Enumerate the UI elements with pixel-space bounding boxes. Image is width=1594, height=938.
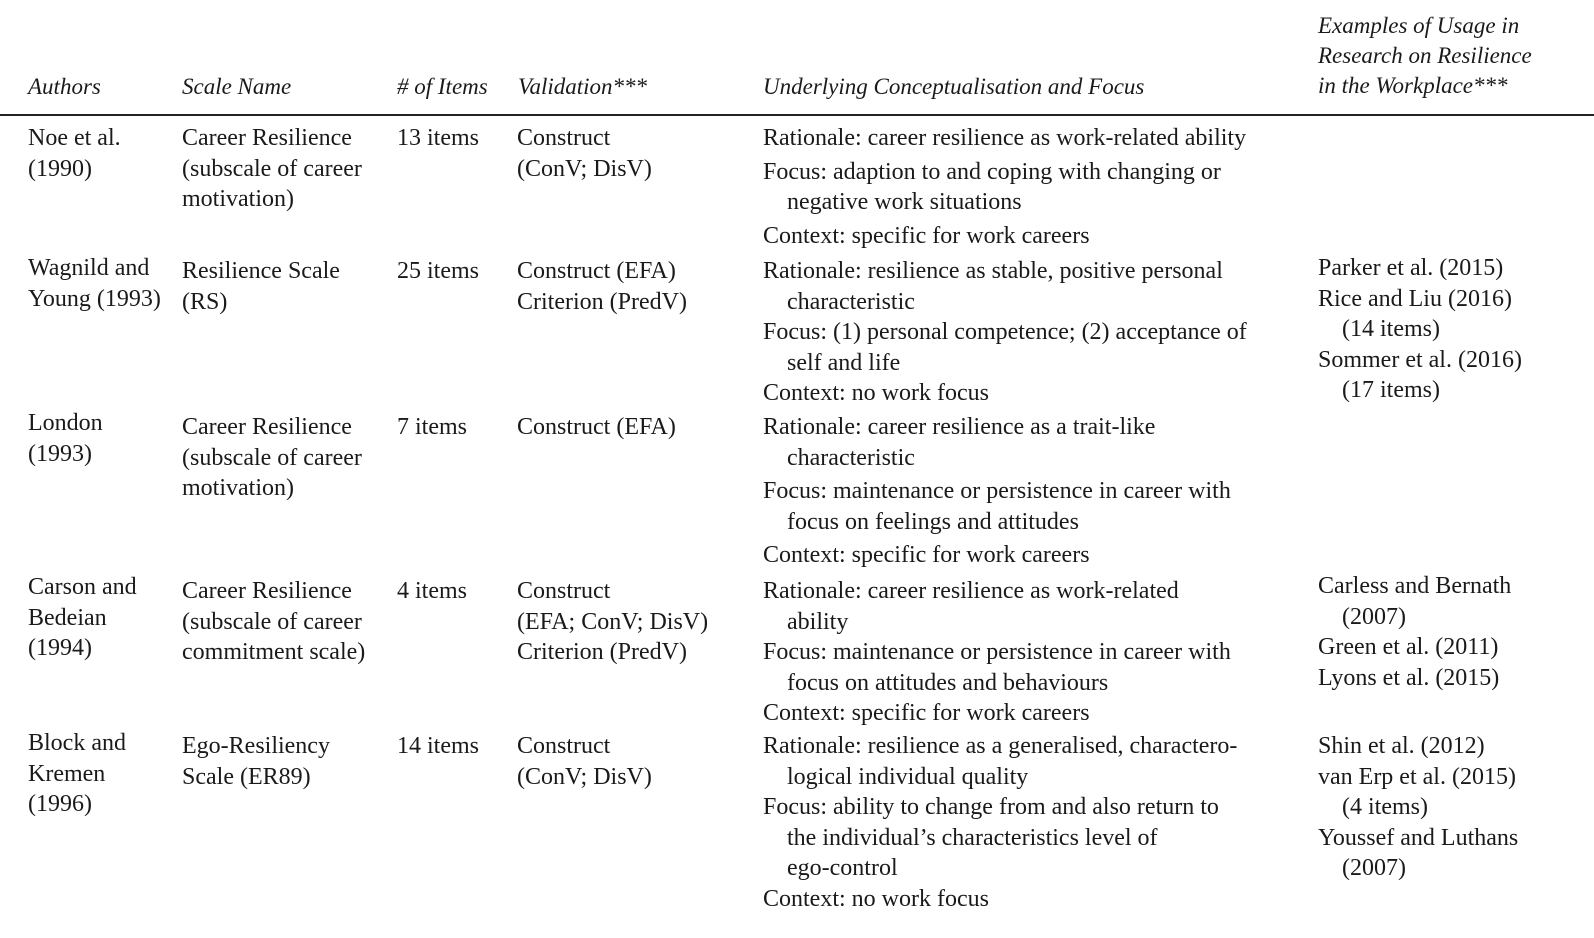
row-1-validation <box>517 123 652 184</box>
row-3-validation <box>517 412 676 443</box>
row-5-items: 14 items <box>397 733 479 759</box>
header-validation: Validation*** <box>518 74 648 99</box>
header-rule <box>0 114 1594 116</box>
row-3-items: 7 items <box>397 414 467 440</box>
row-3-scale <box>182 412 362 504</box>
header-usage-line: in the Workplace*** <box>1318 73 1508 98</box>
focus-line: Focus: maintenance or persistence in career with <box>763 639 1231 665</box>
context-line: Context: no work focus <box>763 380 989 406</box>
validation-line: (ConV; DisV) <box>517 155 652 182</box>
authors-line: (1990) <box>28 155 92 182</box>
header-authors: Authors <box>28 74 101 99</box>
row-1-items: 13 items <box>397 125 479 151</box>
scale-line: Career Resilience <box>182 125 352 151</box>
authors-line: Carson and <box>28 574 137 600</box>
authors-line: Wagnild and <box>28 255 150 281</box>
usage-line: Rice and Liu (2016) <box>1318 285 1512 312</box>
validation-line: Criterion (PredV) <box>517 639 687 665</box>
scale-line: motivation) <box>182 475 294 501</box>
row-3-authors <box>28 408 103 469</box>
usage-line: (2007) <box>1342 855 1406 881</box>
authors-line: (1996) <box>28 791 92 817</box>
rationale-line: characteristic <box>787 444 915 471</box>
row-5-concept <box>763 731 1237 914</box>
row-4-validation <box>517 576 708 668</box>
usage-line: (4 items) <box>1342 794 1428 820</box>
row-2-concept <box>763 256 1247 409</box>
row-1-authors <box>28 123 121 184</box>
row-4-concept <box>763 576 1231 729</box>
validation-line: Criterion (PredV) <box>517 288 687 315</box>
scale-line: Career Resilience <box>182 414 352 440</box>
scale-line: Ego-Resiliency <box>182 733 330 759</box>
scale-line: Career Resilience <box>182 578 352 604</box>
validation-line: (ConV; DisV) <box>517 763 652 790</box>
scale-line: motivation) <box>182 186 294 212</box>
focus-line: focus on attitudes and behaviours <box>787 669 1109 696</box>
row-1-concept <box>763 123 1246 251</box>
row-2-items: 25 items <box>397 258 479 284</box>
focus-line: self and life <box>787 349 901 376</box>
focus-line: Focus: adaption to and coping with changing or <box>763 158 1221 185</box>
scale-line: Resilience Scale <box>182 258 340 284</box>
row-2-authors <box>28 253 161 314</box>
row-3-concept <box>763 412 1231 571</box>
header-conceptualisation: Underlying Conceptualisation and Focus <box>763 74 1145 99</box>
rationale-line: Rationale: career resilience as a trait-like <box>763 414 1156 440</box>
scale-line: (subscale of career <box>182 608 362 635</box>
usage-line: Shin et al. (2012) <box>1318 733 1485 759</box>
focus-line: focus on feelings and attitudes <box>787 508 1079 535</box>
usage-line: (17 items) <box>1342 377 1440 403</box>
row-4-items: 4 items <box>397 578 467 604</box>
row-1-scale <box>182 123 362 215</box>
usage-line: (2007) <box>1342 603 1406 630</box>
validation-line: Construct <box>517 733 611 759</box>
scale-line: (subscale of career <box>182 444 362 471</box>
authors-line: Kremen <box>28 760 106 787</box>
rationale-line: Rationale: resilience as stable, positive personal <box>763 258 1223 284</box>
rationale-line: characteristic <box>787 288 915 315</box>
validation-line: Construct (EFA) <box>517 258 676 284</box>
scale-line: (RS) <box>182 288 228 315</box>
authors-line: (1994) <box>28 635 92 661</box>
row-2-usage <box>1318 253 1522 406</box>
validation-line: Construct (EFA) <box>517 414 676 440</box>
focus-line: Focus: ability to change from and also return to <box>763 794 1219 820</box>
validation-line: (EFA; ConV; DisV) <box>517 608 709 635</box>
authors-line: Bedeian <box>28 604 107 631</box>
focus-line: ego-control <box>787 855 898 881</box>
focus-line: Focus: (1) personal competence; (2) acceptance of <box>763 319 1247 345</box>
focus-line: negative work situations <box>787 189 1022 215</box>
row-4-usage <box>1318 571 1511 693</box>
context-line: Context: no work focus <box>763 885 989 912</box>
authors-line: (1993) <box>28 440 92 467</box>
context-line: Context: specific for work careers <box>763 222 1090 249</box>
usage-line: Sommer et al. (2016) <box>1318 346 1522 373</box>
scale-line: commitment scale) <box>182 639 366 665</box>
context-line: Context: specific for work careers <box>763 700 1090 726</box>
validation-line: Construct <box>517 125 611 151</box>
focus-line: the individual’s characteristics level of <box>787 824 1158 851</box>
scale-line: (subscale of career <box>182 155 362 182</box>
context-line: Context: specific for work careers <box>763 542 1090 568</box>
authors-line: London <box>28 410 103 436</box>
usage-line: Youssef and Luthans <box>1318 824 1519 851</box>
authors-line: Young (1993) <box>28 285 161 312</box>
header-items: # of Items <box>397 74 488 99</box>
usage-line: (14 items) <box>1342 316 1440 342</box>
header-usage-line: Examples of Usage in <box>1318 13 1520 38</box>
header-usage-line: Research on Resilience <box>1318 43 1532 68</box>
row-4-authors <box>28 572 137 664</box>
authors-line: Block and <box>28 730 126 756</box>
rationale-line: ability <box>787 608 849 635</box>
rationale-line: Rationale: resilience as a generalised, charactero- <box>763 733 1238 759</box>
rationale-line: Rationale: career resilience as work-related ability <box>763 125 1247 151</box>
usage-line: Parker et al. (2015) <box>1318 255 1504 281</box>
header-usage <box>1318 11 1532 101</box>
usage-line: Carless and Bernath <box>1318 573 1512 599</box>
row-5-authors <box>28 728 126 820</box>
row-4-scale <box>182 576 365 668</box>
authors-line: Noe et al. <box>28 125 121 151</box>
validation-line: Construct <box>517 578 611 604</box>
row-5-validation <box>517 731 652 792</box>
row-5-scale <box>182 731 330 792</box>
usage-line: Green et al. (2011) <box>1318 634 1499 660</box>
rationale-line: logical individual quality <box>787 763 1029 790</box>
usage-line: Lyons et al. (2015) <box>1318 664 1500 691</box>
row-2-scale <box>182 256 340 317</box>
usage-line: van Erp et al. (2015) <box>1318 763 1516 790</box>
row-5-usage <box>1318 731 1518 884</box>
scale-line: Scale (ER89) <box>182 763 311 790</box>
focus-line: Focus: maintenance or persistence in career with <box>763 478 1231 504</box>
rationale-line: Rationale: career resilience as work-related <box>763 578 1179 604</box>
header-scale-name: Scale Name <box>182 74 292 99</box>
row-2-validation <box>517 256 687 317</box>
